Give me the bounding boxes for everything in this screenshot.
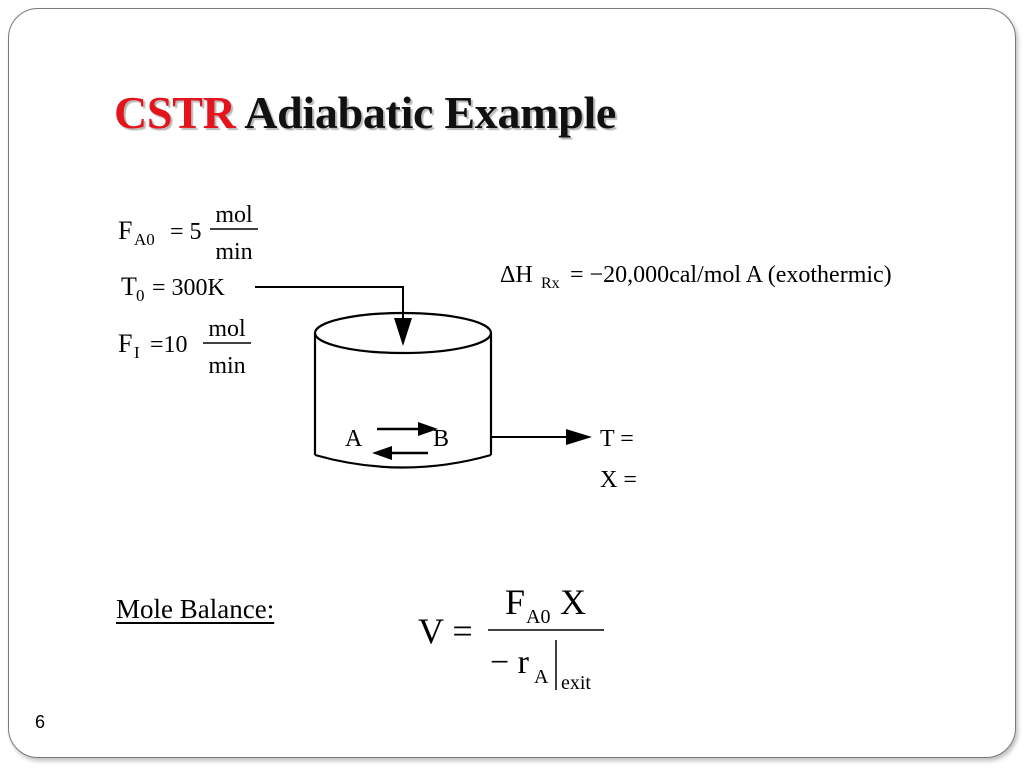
denominator-subscript: A xyxy=(534,666,549,688)
fi-equation xyxy=(118,316,251,379)
fi-symbol: F xyxy=(118,329,133,358)
delta-h-value: = −20,000cal/mol A (exothermic) xyxy=(570,262,892,288)
delta-h-symbol: ΔH xyxy=(500,262,533,288)
fi-equals: =10 xyxy=(150,332,188,358)
feed-arrowhead xyxy=(394,318,412,346)
fa0-unit-num: mol xyxy=(215,202,253,228)
numerator-variable: X xyxy=(560,582,586,622)
output-conversion: X = xyxy=(600,467,637,493)
reactor-bottom xyxy=(315,455,491,468)
denominator-eval: exit xyxy=(561,672,591,694)
numerator-subscript: A0 xyxy=(526,606,551,628)
denominator-rate: − r xyxy=(490,644,529,681)
page-number: 6 xyxy=(35,712,46,732)
equation-lhs: V = xyxy=(418,611,473,651)
fa0-subscript: A0 xyxy=(134,230,155,249)
t0-subscript: 0 xyxy=(136,286,145,305)
output-temperature: T = xyxy=(600,426,634,452)
feed-line xyxy=(255,287,412,346)
fi-unit-den: min xyxy=(208,353,246,379)
species-a: A xyxy=(345,426,363,452)
heat-of-reaction xyxy=(500,262,892,292)
fa0-unit-den: min xyxy=(215,239,253,265)
title-cstr: CSTR xyxy=(114,87,236,138)
fi-subscript: I xyxy=(134,343,140,362)
outlet-line xyxy=(491,429,592,445)
fa0-equation xyxy=(118,202,258,265)
numerator-symbol: F xyxy=(505,582,526,622)
t0-symbol: T xyxy=(121,272,137,301)
t0-value: = 300K xyxy=(152,275,225,301)
fi-unit-num: mol xyxy=(208,316,246,342)
mole-balance-label: Mole Balance: xyxy=(116,594,275,624)
outlet-arrowhead xyxy=(566,429,592,445)
mole-balance-equation xyxy=(418,582,604,694)
fa0-equals: = 5 xyxy=(170,219,202,245)
title-rest: Adiabatic Example xyxy=(244,87,617,138)
fa0-symbol: F xyxy=(118,216,133,245)
reaction-equilibrium xyxy=(345,422,449,460)
t0-equation xyxy=(121,272,226,305)
delta-h-subscript: Rx xyxy=(541,275,560,292)
species-b: B xyxy=(433,426,450,452)
